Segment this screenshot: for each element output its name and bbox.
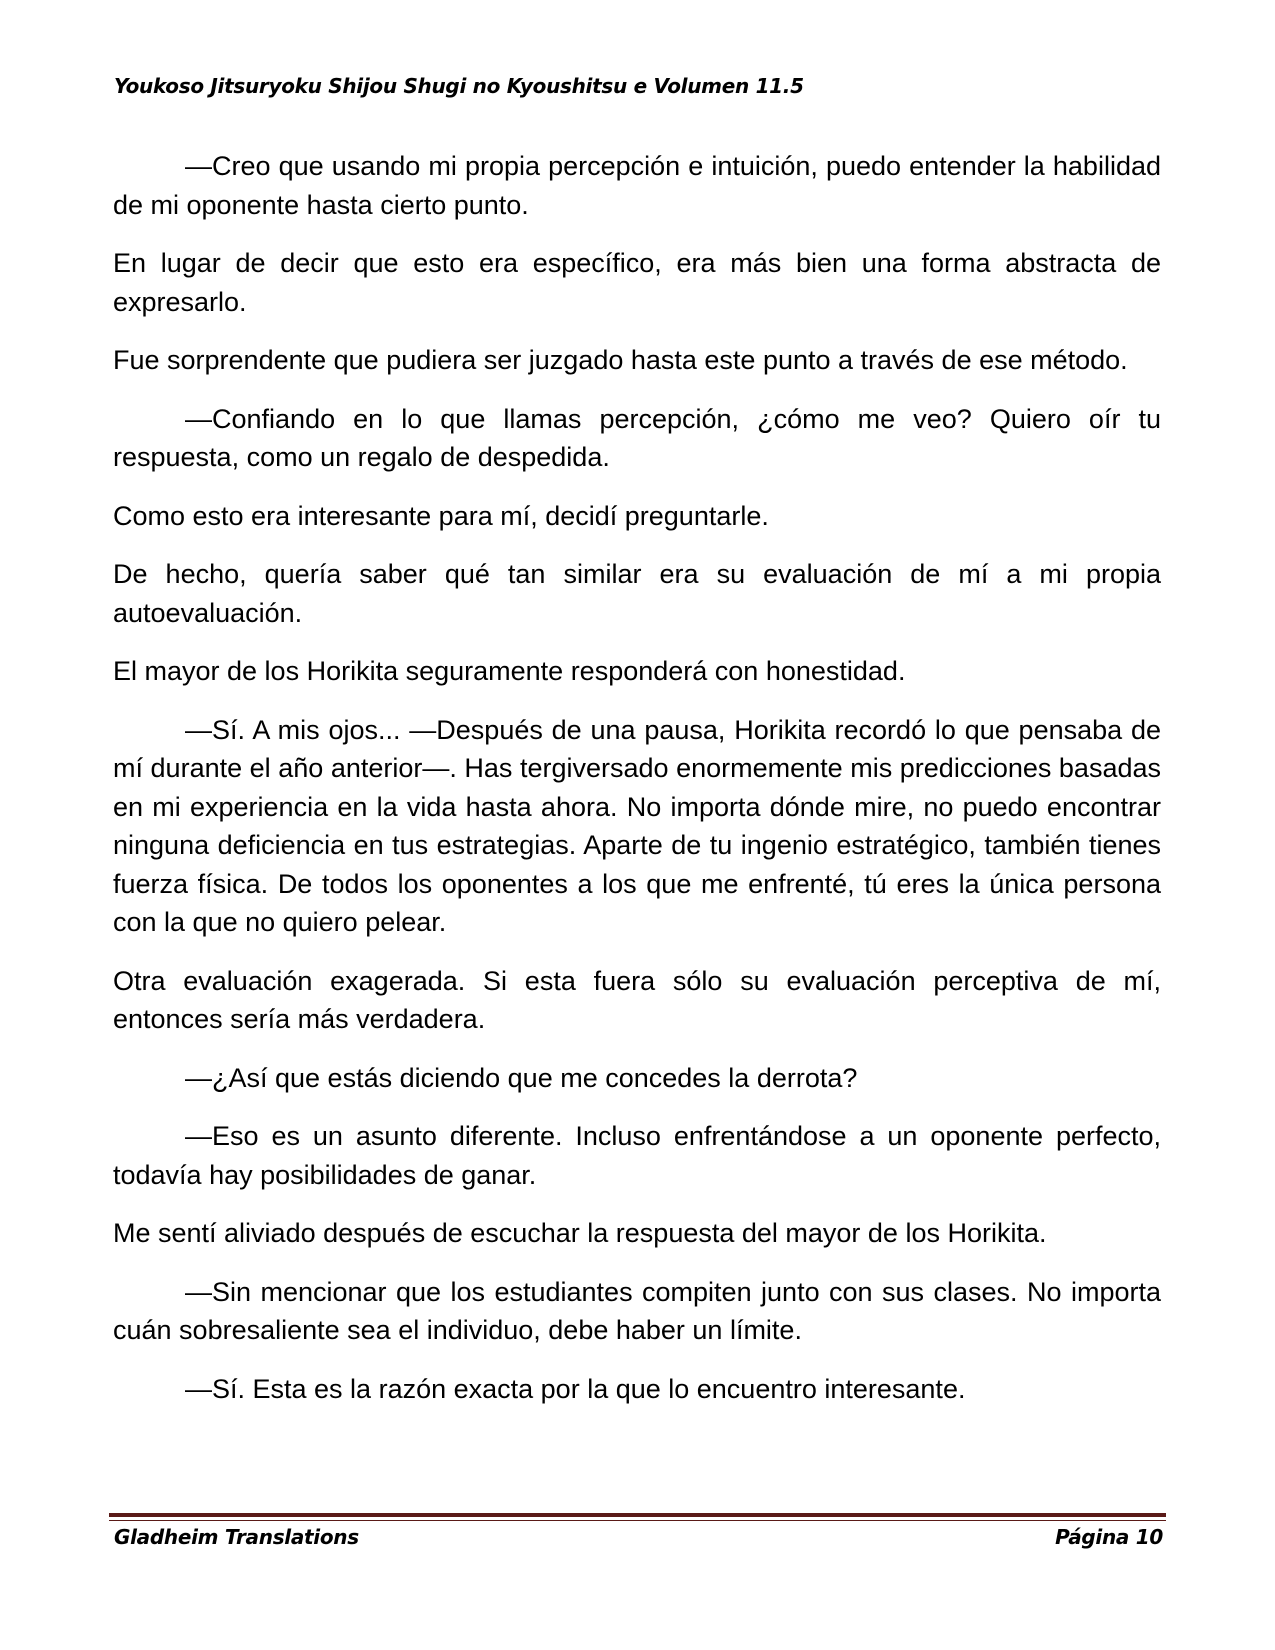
paragraph: —Creo que usando mi propia percepción e intuición, puedo entender la habilidad de mi oponente hasta cierto punto. [113,151,1161,220]
footer-divider [109,1513,1166,1521]
paragraph: Me sentí aliviado después de escuchar la respuesta del mayor de los Horikita. [113,1218,1047,1248]
paragraph: —Eso es un asunto diferente. Incluso enfrentándose a un oponente perfecto, todavía hay posibilidades de ganar. [113,1121,1161,1190]
page-header-title: Youkoso Jitsuryoku Shijou Shugi no Kyoushitsu e Volumen 11.5 [114,74,804,98]
footer-page-number: Página 10 [1055,1525,1163,1549]
paragraph: —Confiando en lo que llamas percepción, ¿cómo me veo? Quiero oír tu respuesta, como un regalo de despedida. [113,403,1161,472]
paragraph: —¿Así que estás diciendo que me concedes la derrota? [185,1062,858,1093]
footer-divider-thick [109,1513,1166,1517]
paragraph: —Sin mencionar que los estudiantes compiten junto con sus clases. No importa cuán sobresaliente sea el individuo, debe haber un límite. [113,1276,1161,1345]
footer-divider-thin [109,1520,1166,1521]
paragraph: En lugar de decir que esto era específico, era más bien una forma abstracta de expresarlo. [113,248,1161,317]
paragraph: Otra evaluación exagerada. Si esta fuera sólo su evaluación perceptiva de mí, entonces sería más verdadera. [113,965,1161,1034]
footer-translator-name: Gladheim Translations [114,1525,359,1549]
document-body [113,147,1161,1428]
paragraph: De hecho, quería saber qué tan similar era su evaluación de mí a mi propia autoevaluación. [113,559,1161,628]
paragraph: El mayor de los Horikita seguramente responderá con honestidad. [113,656,906,686]
paragraph: —Sí. A mis ojos... —Después de una pausa, Horikita recordó lo que pensaba de mí durante el año anterior—. Has tergiversado enormemente mis predicciones basadas en mi experiencia en la vida hasta ahora. No importa dónde mire, no puedo encontrar ninguna deficiencia en tus estrategias. Aparte de tu ingenio estratégico, también tienes fuerza física. De todos los oponentes a los que me enfrenté, tú eres la única persona con la que no quiero pelear. [113,714,1161,937]
paragraph: Fue sorprendente que pudiera ser juzgado hasta este punto a través de ese método. [113,345,1128,375]
paragraph: —Sí. Esta es la razón exacta por la que lo encuentro interesante. [185,1373,966,1404]
paragraph: Como esto era interesante para mí, decidí preguntarle. [113,500,769,531]
